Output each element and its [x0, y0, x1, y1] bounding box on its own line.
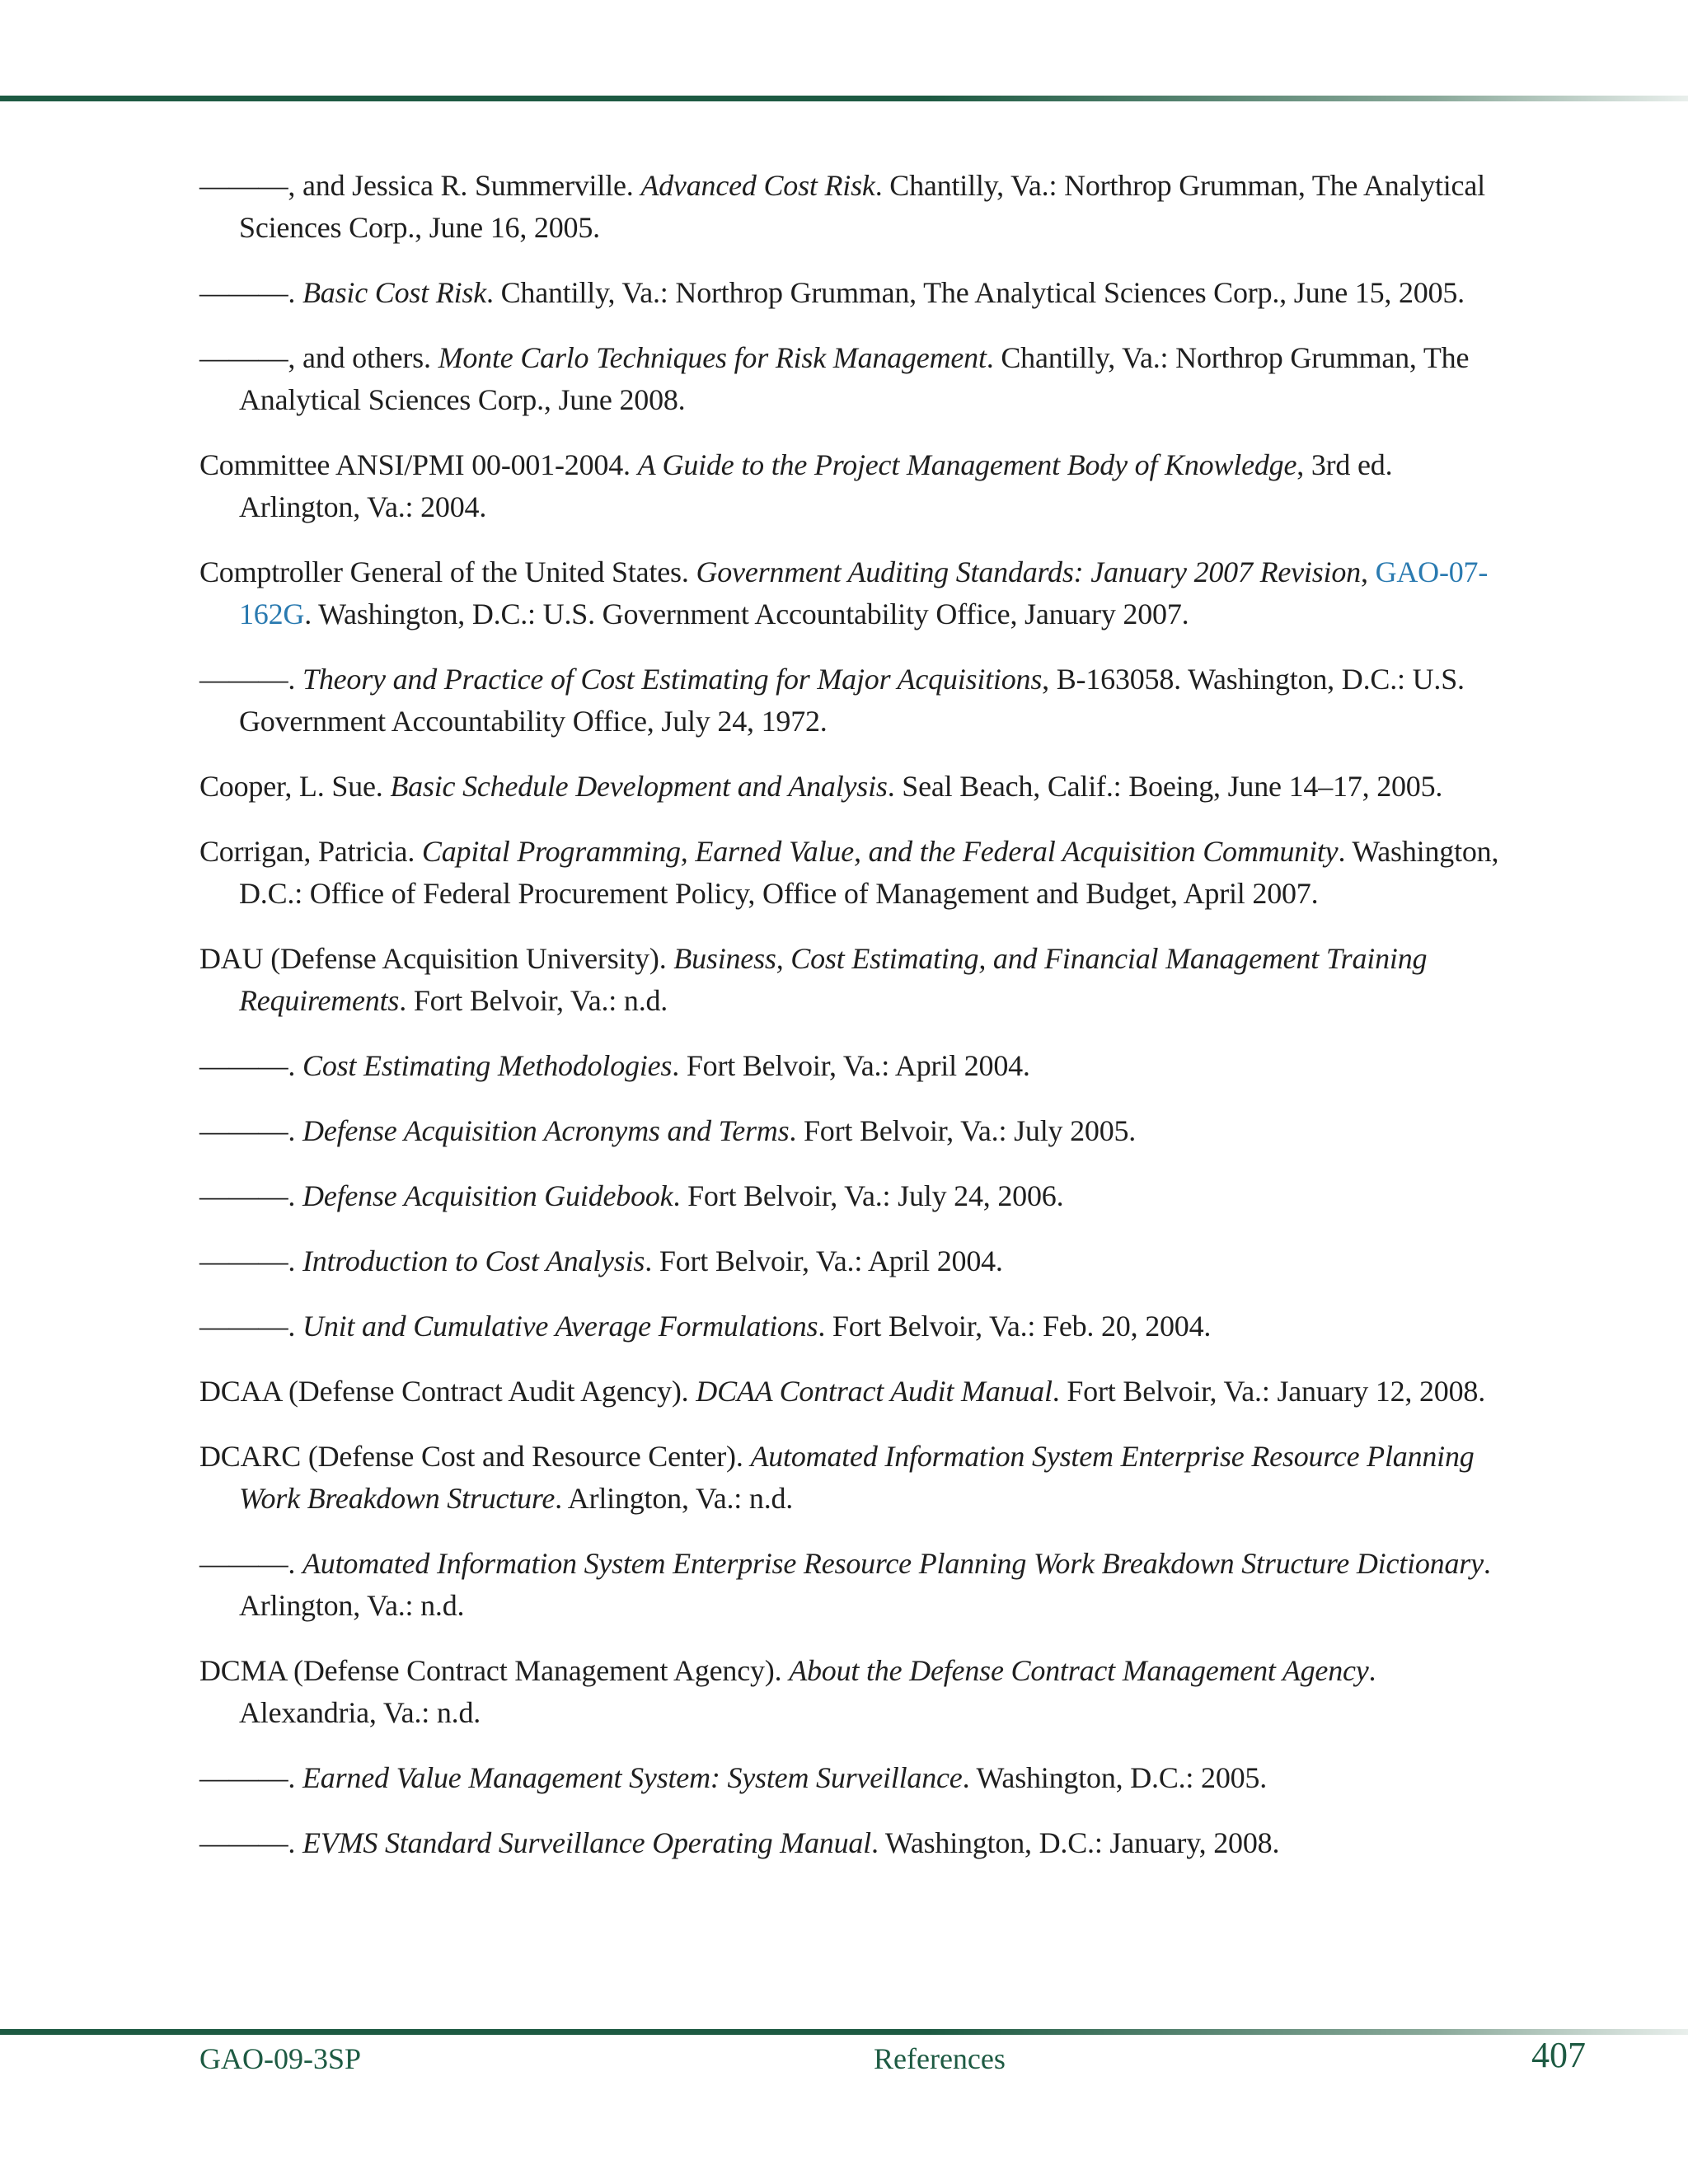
reference-title: Government Auditing Standards: January 2007 Revision	[696, 555, 1361, 588]
reference-entry	[199, 272, 1502, 314]
reference-text: Comptroller General of the United States.	[199, 555, 696, 588]
reference-title: Capital Programming, Earned Value, and the Federal Acquisition Community	[421, 835, 1339, 868]
reference-text: Committee ANSI/PMI 00-001-2004.	[199, 448, 638, 481]
reference-title: Defense Acquisition Guidebook	[302, 1179, 673, 1212]
reference-entry	[199, 1305, 1502, 1347]
reference-text: DCMA (Defense Contract Management Agency).	[199, 1654, 790, 1687]
reference-text: Corrigan, Patricia.	[199, 835, 422, 868]
reference-text: ———.	[199, 276, 303, 309]
reference-entry	[199, 1110, 1502, 1152]
footer-rule	[0, 2029, 1688, 2035]
reference-text: , 3rd ed. Arlington, Va.: 2004.	[239, 448, 1393, 523]
reference-text: . Chantilly, Va.: Northrop Grumman, The Analytical Sciences Corp., June 15, 2005.	[486, 276, 1465, 309]
reference-title: Unit and Cumulative Average Formulations	[302, 1310, 818, 1343]
reference-entry	[199, 444, 1502, 528]
reference-text: ———.	[199, 1310, 303, 1343]
reference-entry	[199, 1240, 1502, 1282]
reference-title: Advanced Cost Risk	[640, 169, 875, 202]
reference-text: . Fort Belvoir, Va.: April 2004.	[672, 1049, 1030, 1082]
reference-title: Automated Information System Enterprise Resource Planning Work Breakdown Structure	[239, 1440, 1475, 1515]
page-number: 407	[1531, 2035, 1586, 2075]
reference-text: . Fort Belvoir, Va.: April 2004.	[645, 1244, 1003, 1277]
reference-title: Monte Carlo Techniques for Risk Management	[438, 341, 987, 374]
reference-text: . Fort Belvoir, Va.: January 12, 2008.	[1052, 1375, 1486, 1408]
reference-entry	[199, 1436, 1502, 1520]
reference-text: ,	[1360, 555, 1376, 588]
reference-text: . Seal Beach, Calif.: Boeing, June 14–17, 2005.	[887, 770, 1443, 803]
reference-entry	[199, 551, 1502, 635]
reference-text: DCARC (Defense Cost and Resource Center).	[199, 1440, 751, 1473]
reference-text: ———.	[199, 1547, 303, 1580]
reference-title: Automated Information System Enterprise Resource Planning Work Breakdown Structure Dictionary	[302, 1547, 1484, 1580]
reference-text: . Arlington, Va.: n.d.	[239, 1547, 1491, 1622]
reference-text: ———.	[199, 1179, 303, 1212]
reference-text: ———, and others.	[199, 341, 438, 374]
reference-text: . Chantilly, Va.: Northrop Grumman, The Analytical Sciences Corp., June 16, 2005.	[239, 169, 1485, 244]
reference-text: . Fort Belvoir, Va.: Feb. 20, 2004.	[818, 1310, 1212, 1343]
reference-entry	[199, 1650, 1502, 1734]
reference-title: EVMS Standard Surveillance Operating Manual	[302, 1826, 871, 1859]
reference-text: . Alexandria, Va.: n.d.	[239, 1654, 1376, 1729]
reference-entry	[199, 1175, 1502, 1217]
reference-text: . Washington, D.C.: Office of Federal Procurement Policy, Office of Management and Budget, April 2007.	[239, 835, 1499, 910]
reference-entry	[199, 1371, 1502, 1413]
reference-entry	[199, 766, 1502, 808]
reference-title: Defense Acquisition Acronyms and Terms	[302, 1114, 790, 1147]
reference-entry	[199, 1757, 1502, 1799]
reference-text: ———.	[199, 1244, 303, 1277]
reference-text: ———, and Jessica R. Summerville.	[199, 169, 641, 202]
reference-text: . Fort Belvoir, Va.: n.d.	[399, 984, 668, 1017]
reference-entry	[199, 165, 1502, 249]
reference-title: Introduction to Cost Analysis	[302, 1244, 645, 1277]
reference-text: , B-163058. Washington, D.C.: U.S. Government Accountability Office, July 24, 1972.	[239, 663, 1465, 738]
reference-entry	[199, 337, 1502, 421]
reference-text: . Arlington, Va.: n.d.	[555, 1482, 794, 1515]
references-list	[199, 165, 1502, 1887]
reference-text: ———.	[199, 663, 303, 696]
reference-text: ———.	[199, 1761, 303, 1794]
reference-title: Business, Cost Estimating, and Financial Management Training Requirements	[239, 942, 1428, 1017]
reference-title: Earned Value Management System: System Surveillance	[302, 1761, 963, 1794]
reference-title: DCAA Contract Audit Manual	[696, 1375, 1053, 1408]
reference-text: . Washington, D.C.: 2005.	[962, 1761, 1268, 1794]
reference-text: . Fort Belvoir, Va.: July 24, 2006.	[673, 1179, 1064, 1212]
reference-title: Theory and Practice of Cost Estimating for Major Acquisitions	[302, 663, 1043, 696]
reference-text: ———.	[199, 1114, 303, 1147]
reference-entry	[199, 831, 1502, 915]
reference-text: . Chantilly, Va.: Northrop Grumman, The Analytical Sciences Corp., June 2008.	[239, 341, 1470, 416]
reference-text: . Washington, D.C.: U.S. Government Accountability Office, January 2007.	[304, 598, 1189, 630]
reference-entry	[199, 938, 1502, 1022]
reference-entry	[199, 1543, 1502, 1627]
reference-title: A Guide to the Project Management Body of Knowledge	[637, 448, 1297, 481]
reference-title: Cost Estimating Methodologies	[302, 1049, 673, 1082]
gao-report-link[interactable]: GAO-07-162G	[239, 555, 1489, 630]
reference-entry	[199, 658, 1502, 743]
reference-text: . Washington, D.C.: January, 2008.	[870, 1826, 1280, 1859]
reference-text: . Fort Belvoir, Va.: July 2005.	[789, 1114, 1137, 1147]
footer-report-id: GAO-09-3SP	[199, 2042, 362, 2075]
reference-text: DCAA (Defense Contract Audit Agency).	[199, 1375, 696, 1408]
reference-text: Cooper, L. Sue.	[199, 770, 391, 803]
reference-text: ———.	[199, 1049, 303, 1082]
reference-text: DAU (Defense Acquisition University).	[199, 942, 674, 975]
reference-entry	[199, 1822, 1502, 1864]
reference-entry	[199, 1045, 1502, 1087]
footer-section-title: References	[874, 2042, 1006, 2075]
reference-title: Basic Cost Risk	[302, 276, 487, 309]
reference-text: ———.	[199, 1826, 303, 1859]
reference-title: About the Defense Contract Management Agency	[789, 1654, 1369, 1687]
header-rule	[0, 96, 1688, 101]
reference-title: Basic Schedule Development and Analysis	[390, 770, 888, 803]
